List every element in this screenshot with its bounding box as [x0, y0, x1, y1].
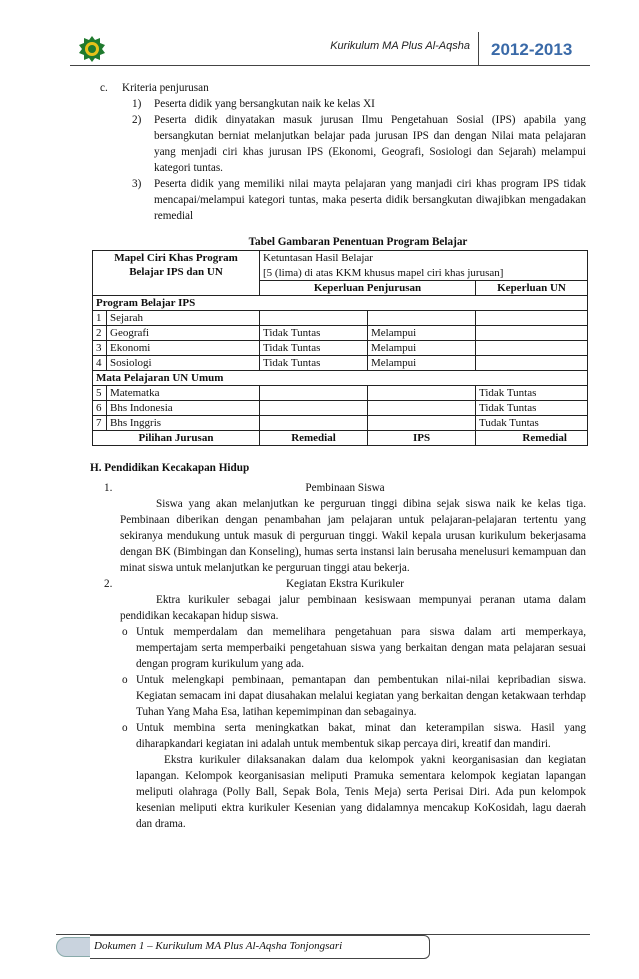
- row-un: [476, 356, 588, 371]
- bullet-marker: o: [122, 722, 128, 734]
- criteria-item-text: Peserta didik yang memiliki nilai mayta pelajaran yang manjadi ciri khas program IPS tidak mencapai/melampui kategori tuntas, maka peserta didik bersangkutan diwajibkan mengadakan remedial: [154, 178, 586, 222]
- section-h-title: H. Pendidikan Kecakapan Hidup: [90, 462, 250, 474]
- row-penjurusan: [368, 401, 476, 416]
- header-year: 2012-2013: [478, 32, 588, 66]
- row-un: [476, 341, 588, 356]
- bullet-marker: o: [122, 626, 128, 638]
- page-footer: [56, 934, 590, 958]
- foot-ips: IPS: [368, 431, 476, 446]
- table-title: Tabel Gambaran Penentuan Program Belajar: [248, 236, 468, 248]
- row-number: 4: [93, 356, 107, 371]
- row-un: Tudak Tuntas: [476, 416, 588, 431]
- row-number: 6: [93, 401, 107, 416]
- bullet-text: Untuk membina serta meningkatkan bakat, minat dan keterampilan siswa. Hasil yang diharapkandari kegiatan ini adalah untuk membentuk sikap percaya diri, kreatif dan mandiri.: [136, 722, 586, 750]
- criteria-item-number: 3): [132, 178, 142, 190]
- subsection-1-number: 1.: [104, 482, 113, 494]
- table-footer-row: [93, 431, 588, 446]
- subsection-2-closing: [100, 752, 586, 832]
- footer-text: Dokumen 1 – Kurikulum MA Plus Al-Aqsha Tonjongsari: [90, 935, 430, 959]
- row-ketuntasan: [260, 386, 368, 401]
- subsection-2-title: Kegiatan Ekstra Kurikuler: [285, 578, 405, 590]
- table-head-mapel: Mapel Ciri Khas Program Belajar IPS dan UN: [93, 251, 260, 296]
- criteria-item: [132, 96, 586, 112]
- foot-remedial-1: Remedial: [260, 431, 368, 446]
- row-number: 5: [93, 386, 107, 401]
- table-group-ips: Program Belajar IPS: [93, 296, 588, 311]
- bullet-item: [100, 720, 586, 752]
- row-subject: Ekonomi: [107, 341, 260, 356]
- bullet-item: [100, 624, 586, 672]
- table-row: [93, 311, 588, 326]
- row-number: 1: [93, 311, 107, 326]
- row-penjurusan: Melampui: [368, 341, 476, 356]
- criteria-title: Kriteria penjurusan: [122, 82, 209, 94]
- row-subject: Matematka: [107, 386, 260, 401]
- criteria-item: [132, 112, 586, 176]
- table-head-keperluan-un: Keperluan UN: [476, 281, 588, 296]
- row-subject: Geografi: [107, 326, 260, 341]
- row-number: 7: [93, 416, 107, 431]
- document-body: [90, 80, 586, 832]
- row-ketuntasan: [260, 311, 368, 326]
- row-number: 3: [93, 341, 107, 356]
- row-ketuntasan: [260, 401, 368, 416]
- subsection-2-number: 2.: [104, 578, 113, 590]
- row-un: [476, 326, 588, 341]
- subsection-1-title: Pembinaan Siswa: [305, 482, 385, 494]
- row-subject: Sejarah: [107, 311, 260, 326]
- table-row: [93, 416, 588, 431]
- row-subject: Bhs Inggris: [107, 416, 260, 431]
- criteria-list: [100, 96, 586, 224]
- subsection-1-paragraph: Siswa yang akan melanjutkan ke perguruan tinggi dibina sejak siswa naik ke kelas tiga. Pembinaan diberikan dengan penambahan jam pelajaran untuk pelajaran-pelajaran tertentu yang sekiranya mendukung untuk masuk di perguruan tinggi. Wakil kepala urusan kurikulum bekerjasama dengan BK (Bimbingan dan Konseling), humas serta instansi lain berusaha menelusuri kemampuan dan minat siswa untuk melanjutkan ke perguruan tinggi atau bekerja.: [120, 498, 586, 574]
- table-row: [93, 326, 588, 341]
- row-un: Tidak Tuntas: [476, 386, 588, 401]
- table-row: [93, 386, 588, 401]
- table-head-ketuntasan: Ketuntasan Hasil Belajar: [260, 251, 588, 266]
- foot-remedial-2: Remedial: [476, 431, 588, 446]
- criteria-item-number: 2): [132, 114, 142, 126]
- row-ketuntasan: Tidak Tuntas: [260, 356, 368, 371]
- table-row: [93, 341, 588, 356]
- page-header: [70, 34, 590, 66]
- subsection-2-heading: [100, 576, 586, 592]
- header-title: Kurikulum MA Plus Al-Aqsha: [330, 40, 470, 52]
- bullet-item: [100, 672, 586, 720]
- school-logo-icon: [78, 35, 106, 63]
- table-head-sub: [5 (lima) di atas KKM khusus mapel ciri khas jurusan]: [260, 266, 588, 281]
- subsection-1-heading: [100, 480, 586, 496]
- table-group-un: Mata Pelajaran UN Umum: [93, 371, 588, 386]
- subsection-1-text: [100, 496, 586, 576]
- row-subject: Sosiologi: [107, 356, 260, 371]
- criteria-item: [132, 176, 586, 224]
- row-penjurusan: [368, 386, 476, 401]
- subsection-2-intro-text: Ektra kurikuler sebagai jalur pembinaan kesiswaan mempunyai peranan utama dalam pendidikan kecakapan hidup siswa.: [120, 594, 586, 622]
- program-table: [92, 250, 588, 446]
- table-head-keperluan-penjurusan: Keperluan Penjurusan: [260, 281, 476, 296]
- criteria-item-text: Peserta didik yang bersangkutan naik ke kelas XI: [154, 98, 375, 110]
- foot-pilihan: Pilihan Jurusan: [93, 431, 260, 446]
- criteria-label: c.: [100, 82, 108, 94]
- criteria-item-number: 1): [132, 98, 142, 110]
- row-subject: Bhs Indonesia: [107, 401, 260, 416]
- row-penjurusan: Melampui: [368, 356, 476, 371]
- row-un: [476, 311, 588, 326]
- bullet-text: Untuk melengkapi pembinaan, pemantapan dan pembentukan nilai-nilai kepribadian siswa. Kegiatan semacam ini dapat diusahakan melalui kegiatan yang berkaitan dengan ketakwaan terhdap Tuhan Yang Maha Esa, latihan kepemimpinan dan sebagainya.: [136, 674, 586, 718]
- subsection-2-intro: [100, 592, 586, 624]
- extracurricular-bullets: [100, 624, 586, 752]
- row-ketuntasan: Tidak Tuntas: [260, 341, 368, 356]
- row-ketuntasan: Tidak Tuntas: [260, 326, 368, 341]
- row-ketuntasan: [260, 416, 368, 431]
- row-number: 2: [93, 326, 107, 341]
- row-un: Tidak Tuntas: [476, 401, 588, 416]
- criteria-item-text: Peserta didik dinyatakan masuk jurusan Ilmu Pengetahuan Sosial (IPS) apabila yang bersangkutan berniat melanjutkan belajar pada jurusan IPS dan dengan Nilai mata pelajaran yang menjadi ciri khas jurusan IPS (Ekonomi, Geografi, Sosiologi dan Sejarah) melampui kategori tuntas.: [154, 114, 586, 174]
- bullet-text: Untuk memperdalam dan memelihara pengetahuan para siswa dalam arti memperkaya, mempertajam serta memperbaiki pengetahuan siswa yang berkaitan dengan mata pelajaran sesuai dengan program kurikulum yang ada.: [136, 626, 586, 670]
- bullet-marker: o: [122, 674, 128, 686]
- table-row: [93, 356, 588, 371]
- criteria-section: [100, 80, 586, 96]
- subsection-2-closing-text: Ekstra kurikuler dilaksanakan dalam dua kelompok yakni keorganisasian dan kegiatan lapangan. Kelompok keorganisasian meliputi Pramuka sementara kelompok kegiatan lapangan meliputi olahraga (Polly Ball, Sepak Bola, Tenis Meja) serta Perisai Diri. Ada pun kelompok kesenian meliputi ektra kurikuler Kesenian yang didalamnya mencakup KoKosidah, lagu daerah dan drama.: [136, 754, 586, 830]
- row-penjurusan: [368, 311, 476, 326]
- table-row: [93, 401, 588, 416]
- row-penjurusan: [368, 416, 476, 431]
- row-penjurusan: Melampui: [368, 326, 476, 341]
